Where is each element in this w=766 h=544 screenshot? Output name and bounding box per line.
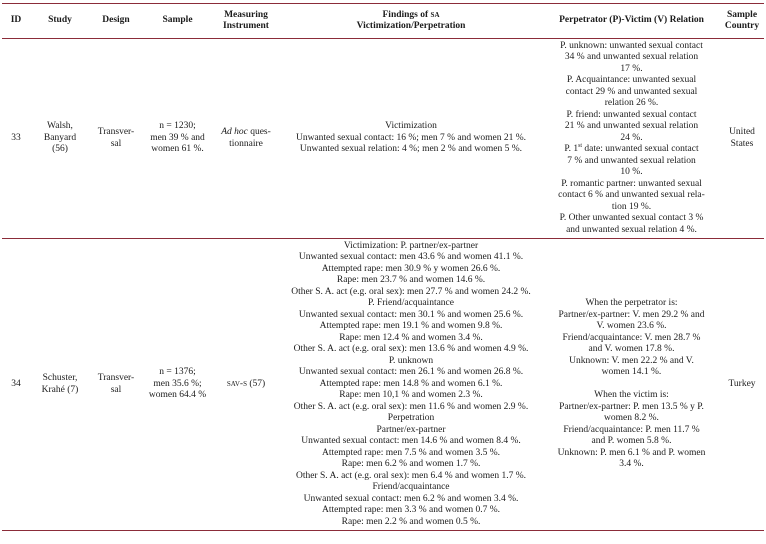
- header-findings: Findings of sa Victimization/Perpetration: [356, 9, 466, 31]
- cell-34-country: Turkey: [728, 378, 756, 389]
- header-sample: Sample: [162, 15, 193, 26]
- cell-33-instrument: Ad hoc ques- tionnaire: [221, 127, 271, 149]
- cell-33-id: 33: [11, 132, 21, 143]
- cell-34-relation: When the perpetrator is: Partner/ex-partner: V. men 29.2 % and V. women 23.6 %. Friend/acquaintance: V. men 28.7 % and V. women 17.8 %. Unknown: V. men 22.2 % and V. women 14.1 %. When the victim is: Partner/ex-partner: P. men 13.5 % y P. women 8.2 %. Friend/acquaintance: P. men 11.7 % and P. women 5.8 %. Unknown: P. men 6.1 % and P. women 3.4 %.: [557, 298, 706, 470]
- cell-33-design: Transver- sal: [97, 127, 135, 149]
- header-id: ID: [10, 15, 22, 26]
- cell-33-findings: Victimization Unwanted sexual contact: 16 %; men 7 % and women 21 %. Unwanted sexual relation: 4 %; men 2 % and women 5 %.: [295, 121, 527, 155]
- table-row-study-33: [2, 39, 764, 239]
- table-header-row: [2, 4, 764, 39]
- header-relation: Perpetrator (P)-Victim (V) Relation: [559, 15, 704, 26]
- header-country: Sample Country: [724, 9, 760, 31]
- cell-33-country: United States: [729, 127, 755, 149]
- header-instrument: Measuring Instrument: [223, 9, 269, 31]
- cell-33-relation: P. unknown: unwanted sexual contact 34 % and unwanted sexual relation 17 %. P. Acquaintance: unwanted sexual contact 29 % and unwanted sexual relation 26 %. P. friend: unwanted sexual contact 21 % and unwanted sexual relation 24 %. P. 1st date: unwanted sexual contact 7 % and unwanted sexual relation 10 %. P. romantic partner: unwanted sexual contact 6 % and unwanted sexual rela- tion 19 %. P. Other unwanted sexual contact 3 % and unwanted sexual relation 4 %.: [558, 40, 705, 235]
- study-characteristics-table: [2, 3, 764, 531]
- cell-34-id: 34: [11, 378, 21, 389]
- cell-34-design: Transver- sal: [97, 373, 135, 395]
- cell-34-study: Schuster, Krahé (7): [41, 373, 79, 395]
- cell-33-study: Walsh, Banyard (56): [43, 121, 77, 155]
- cell-34-findings: Victimization: P. partner/ex-partner Unwanted sexual contact: men 43.6 % and women 41.1 %. Attempted rape: men 30.9 % y women 26.6 %. Rape: men 23.7 % and women 14.6 %. Other S. A. act (e.g. oral sex): men 27.7 % and women 24.2 %. P. Friend/acquaintance Unwanted sexual contact: men 30.1 % and women 25.6 %. Attempted rape: men 19.1 % and women 9.8 %. Rape: men 12.4 % and women 3.4 %. Other S. A. act (e.g. oral sex): men 13.6 % and women 4.9 %. P. unknown Unwanted sexual contact: men 26.1 % and women 26.8 %. Attempted rape: men 14.8 % and women 6.1 %. Rape: men 10,1 % and women 2.3 %. Other S. A. act (e.g. oral sex): men 11.6 % and women 2.9 %. Perpetration Partner/ex-partner Unwanted sexual contact: men 14.6 % and women 8.4 %. Attempted rape: men 7.5 % and women 3.5 %. Rape: men 6.2 % and women 1.7 %. Other S. A. act (e.g. oral sex): men 6.4 % and women 1.7 %. Friend/acquaintance Unwanted sexual contact: men 6.2 % and women 3.4 %. Attempted rape: men 3.3 % and women 0.7 %. Rape: men 2.2 % and women 0.5 %.: [291, 240, 531, 527]
- cell-33-sample: n = 1230; men 39 % and women 61 %.: [150, 121, 205, 155]
- cell-34-instrument: sav-s (57): [226, 378, 266, 389]
- cell-34-sample: n = 1376; men 35.6 %; women 64.4 %: [148, 367, 207, 401]
- header-design: Design: [102, 15, 130, 26]
- table-row-study-34: [2, 239, 764, 531]
- header-study: Study: [48, 15, 72, 26]
